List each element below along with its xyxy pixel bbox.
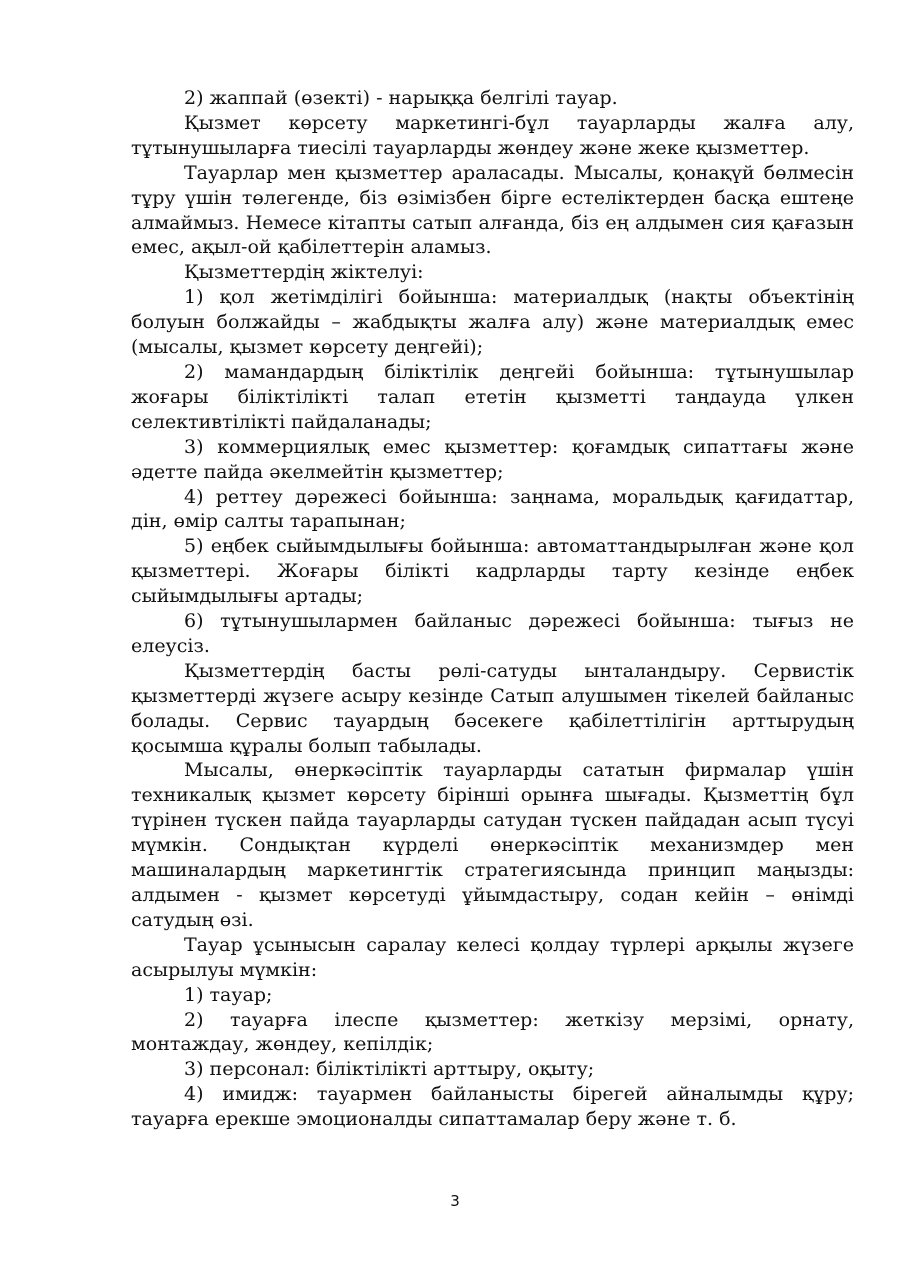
paragraph-4: Қызметтердің жіктелуі: [184, 261, 424, 284]
paragraph-11: Қызметтердің басты рөлі-сатуды ынталандыру. Сервистік қызметтерді жүзеге асыру кезінде Сатып алушымен тікелей байланыс болады. Сервис тауардың бәсекеге қабілеттілігін арттырудың қосымша құралы болып табылады. [131, 659, 854, 757]
paragraph-17: 4) имидж: тауармен байланысты бірегей айналымды құру; тауарға ерекше эмоционалды сипаттамалар беру және т. б. [131, 1083, 854, 1131]
paragraph-9: 5) еңбек сыйымдылығы бойынша: автоматтандырылған және қол қызметтері. Жоғары білікті кадрларды тарту кезінде еңбек сыйымдылығы артады; [131, 535, 854, 608]
paragraph-16: 3) персонал: біліктілікті арттыру, оқыту; [184, 1058, 595, 1081]
paragraph-10: 6) тұтынушылармен байланыс дәрежесі бойынша: тығыз не елеусіз. [131, 610, 854, 657]
paragraph-2: Қызмет көрсету маркетингі-бұл тауарларды жалға алу, тұтынушыларға тиесілі тауарларды жөндеу және жеке қызметтер. [131, 111, 854, 159]
paragraph-6: 2) мамандардың біліктілік деңгейі бойынша: тұтынушылар жоғары біліктілікті талап ететін қызметті таңдауда үлкен селективтілікті пайдаланады; [131, 360, 854, 433]
paragraph-12: Мысалы, өнеркәсіптік тауарларды сататын фирмалар үшін техникалық қызмет көрсету бірінші орынға шығады. Қызметтің бұл түрінен түскен пайда тауарларды сатудан түскен пайдадан асып түсуі мүмкін. Сондықтан күрделі өнеркәсіптік механизмдер мен машиналардың маркетингтік стратегиясында принцип маңызды: алдымен - қызмет көрсетуді ұйымдастыру, содан кейін – өнімді сатудың өзі. [131, 759, 854, 931]
paragraph-15: 2) тауарға ілеспе қызметтер: жеткізу мерзімі, орнату, монтаждау, жөндеу, кепілдік; [131, 1008, 854, 1056]
page-number: 3 [450, 1192, 460, 1210]
document-body [131, 86, 854, 1132]
paragraph-14: 1) тауар; [184, 983, 273, 1006]
paragraph-5: 1) қол жетімділігі бойынша: материалдық (нақты объектінің болуын болжайды – жабдықты жалға алу) және материалдық емес (мысалы, қызмет көрсету деңгейі); [131, 286, 854, 359]
paragraph-3: Тауарлар мен қызметтер араласады. Мысалы, қонақүй бөлмесін тұру үшін төлегенде, біз өзімізбен бірге естеліктерден басқа ештеңе алмаймыз. Немесе кітапты сатып алғанда, біз ең алдымен сия қағазын емес, ақыл-ой қабілеттерін аламыз. [131, 161, 854, 259]
paragraph-8: 4) реттеу дәрежесі бойынша: заңнама, моральдық қағидаттар, дін, өмір салты тарапынан; [131, 485, 854, 533]
paragraph-13: Тауар ұсынысын саралау келесі қолдау түрлері арқылы жүзеге асырылуы мүмкін: [131, 933, 854, 981]
paragraph-1: 2) жаппай (өзекті) - нарыққа белгілі тауар. [184, 87, 618, 109]
paragraph-7: 3) коммерциялық емес қызметтер: қоғамдық сипаттағы және әдетте пайда әкелмейтін қызметтер; [131, 435, 854, 483]
